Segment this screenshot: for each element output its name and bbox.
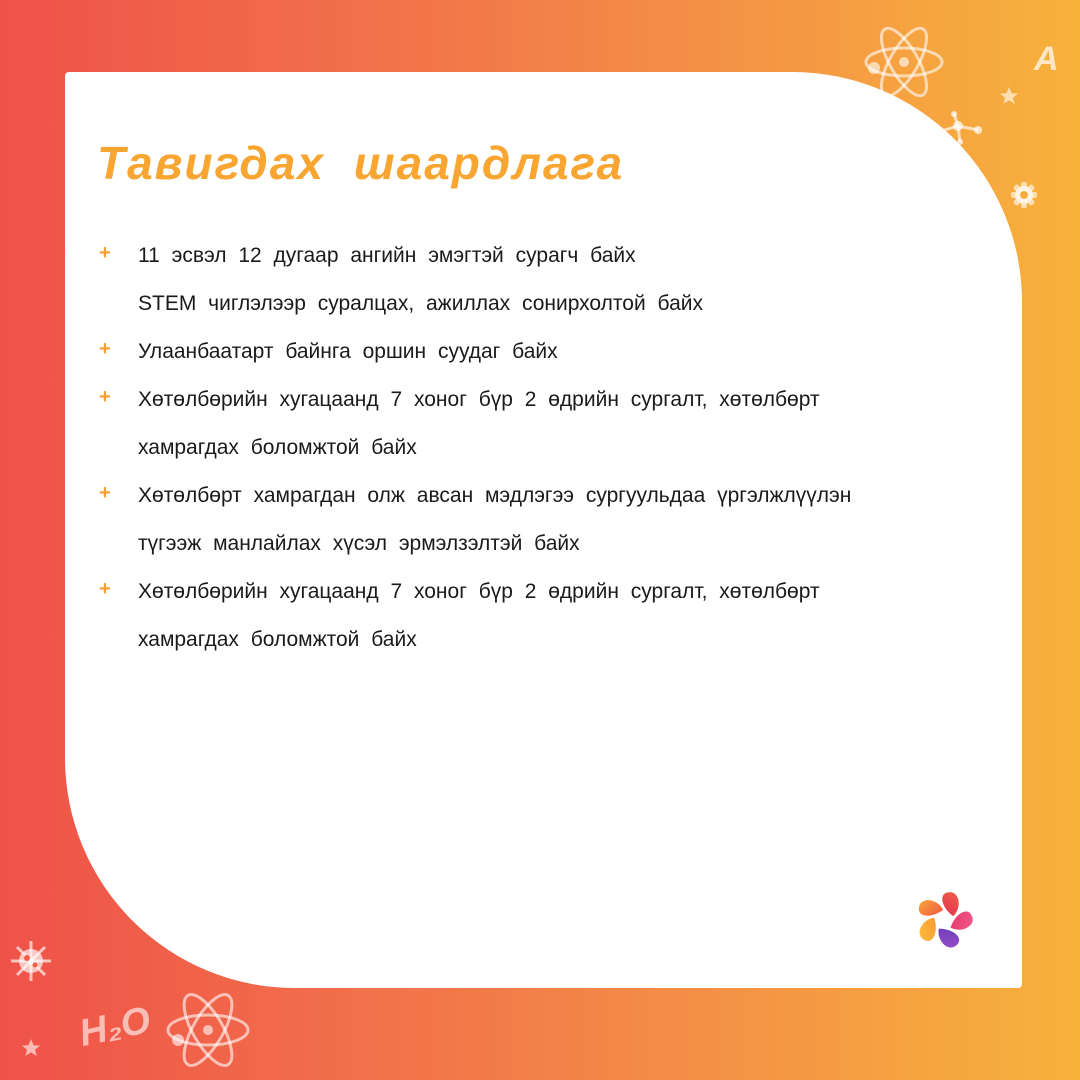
letter-a-icon bbox=[1030, 38, 1074, 78]
plus-bullet-icon: + bbox=[99, 338, 111, 360]
atom-icon bbox=[862, 20, 946, 104]
h2o-icon bbox=[74, 990, 155, 1056]
requirement-text: түгээж манлайлах хүсэл эрмэлзэлтэй байх bbox=[138, 532, 580, 555]
plus-bullet-icon: + bbox=[99, 578, 111, 600]
atom-icon bbox=[164, 986, 252, 1074]
virus-icon bbox=[8, 938, 54, 984]
requirement-text: 11 эсвэл 12 дугаар ангийн эмэгтэй сурагч байх bbox=[138, 244, 636, 267]
star-icon bbox=[21, 1038, 41, 1058]
svg-text:H₂O: H₂O bbox=[75, 999, 155, 1056]
requirements-list bbox=[97, 232, 977, 664]
requirement-text: хамрагдах боломжтой байх bbox=[138, 436, 417, 459]
requirement-text: Хөтөлбөрийн хугацаанд 7 хоног бүр 2 өдрийн сургалт, хөтөлбөрт bbox=[138, 388, 820, 411]
requirement-item bbox=[97, 280, 977, 328]
plus-bullet-icon: + bbox=[99, 242, 111, 264]
requirement-item bbox=[97, 328, 977, 376]
molecule-icon bbox=[930, 110, 986, 150]
requirement-item bbox=[97, 472, 977, 568]
svg-text:A: A bbox=[1034, 40, 1059, 78]
plus-bullet-icon: + bbox=[99, 386, 111, 408]
requirement-text: Хөтөлбөрт хамрагдан олж авсан мэдлэгээ сургуульдаа үргэлжлүүлэн bbox=[138, 484, 852, 507]
requirement-item bbox=[97, 232, 977, 280]
star-icon bbox=[999, 86, 1019, 106]
requirement-text: Хөтөлбөрийн хугацаанд 7 хоног бүр 2 өдрийн сургалт, хөтөлбөрт bbox=[138, 580, 820, 603]
requirement-text: Улаанбаатарт байнга оршин суудаг байх bbox=[138, 340, 558, 363]
brand-logo bbox=[896, 872, 992, 968]
plus-bullet-icon: + bbox=[99, 482, 111, 504]
requirement-text: STEM чиглэлээр суралцах, ажиллах сонирхолтой байх bbox=[138, 292, 703, 315]
requirement-item bbox=[97, 568, 977, 664]
requirement-item bbox=[97, 376, 977, 472]
requirement-text: хамрагдах боломжтой байх bbox=[138, 628, 417, 651]
page-title: Тавигдах шаардлага bbox=[97, 137, 625, 189]
gear-icon bbox=[1010, 181, 1038, 209]
